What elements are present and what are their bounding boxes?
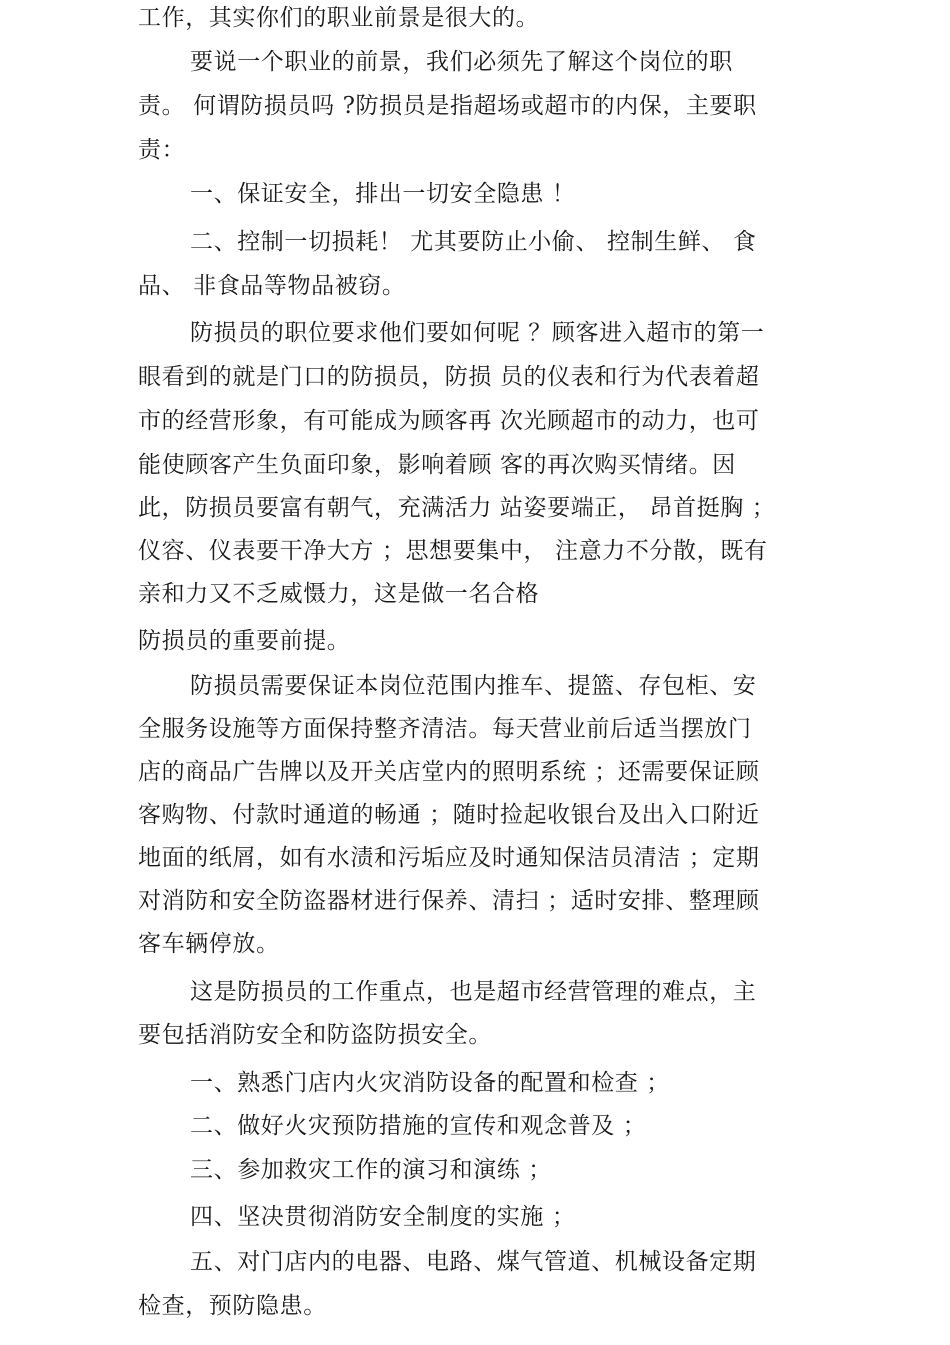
text-line: 店的商品广告牌以及开关店堂内的照明系统 ；还需要保证顾: [138, 759, 760, 785]
paragraph-start-line: 要说一个职业的前景，我们必须先了解这个岗位的职: [190, 49, 733, 75]
list-item-line: 四、坚决贯彻消防安全制度的实施 ；: [190, 1204, 576, 1230]
list-item-line: 一、保证安全，排出一切安全隐患 ！: [190, 181, 576, 207]
text-line: 能使顾客产生负面印象，影响着顾 客的再次购买情绪。因: [138, 452, 736, 478]
paragraph-start-line: 防损员的职位要求他们要如何呢 ？顾客进入超市的第一: [190, 320, 765, 346]
text-line: 市的经营形象，有可能成为顾客再 次光顾超市的动力，也可: [138, 408, 760, 434]
list-item-line: 二、控制一切损耗！ 尤其要防止小偷、 控制生鲜、 食: [190, 229, 757, 255]
list-item-line: 五、对门店内的电器、电路、煤气管道、机械设备定期: [190, 1249, 757, 1275]
text-line: 防损员的重要前提。: [138, 628, 351, 654]
text-line: 对消防和安全防盗器材进行保养、清扫 ；适时安排、整理顾: [138, 888, 760, 914]
list-item-line: 二、做好火灾预防措施的宣传和观念普及 ；: [190, 1113, 647, 1139]
text-line: 此，防损员要富有朝气，充满活力 站姿要端正， 昂首挺胸 ；: [138, 495, 776, 521]
text-line: 亲和力又不乏威慑力，这是做一名合格: [138, 581, 540, 607]
text-line: 要包括消防安全和防盗防损安全。: [138, 1022, 492, 1048]
list-item-line: 一、熟悉门店内火灾消防设备的配置和检查 ；: [190, 1070, 670, 1096]
text-line: 仪容、仪表要干净大方 ；思想要集中， 注意力不分散，既有: [138, 538, 768, 564]
paragraph-start-line: 防损员需要保证本岗位范围内推车、提篮、存包柜、安: [190, 673, 757, 699]
text-line: 全服务设施等方面保持整齐清洁。每天营业前后适当摆放门: [138, 716, 752, 742]
paragraph-start-line: 这是防损员的工作重点，也是超市经营管理的难点，主: [190, 979, 757, 1005]
text-line: 检查，预防隐患。: [138, 1293, 327, 1319]
text-line: 客购物、付款时通道的畅通 ；随时捡起收银台及出入口附近: [138, 802, 760, 828]
text-line: 责。 何谓防损员吗 ?防损员是指超场或超市的内保，主要职: [138, 93, 757, 119]
list-item-line: 三、参加救灾工作的演习和演练 ；: [190, 1157, 552, 1183]
text-line: 客车辆停放。: [138, 931, 280, 957]
text-line: 眼看到的就是门口的防损员，防损 员的仪表和行为代表着超: [138, 364, 760, 390]
text-line: 责：: [138, 137, 186, 163]
text-line: 工作，其实你们的职业前景是很大的。: [138, 5, 540, 31]
text-line: 品、 非食品等物品被窃。: [138, 273, 406, 299]
text-line: 地面的纸屑，如有水渍和污垢应及时通知保洁员清洁 ；定期: [138, 845, 760, 871]
